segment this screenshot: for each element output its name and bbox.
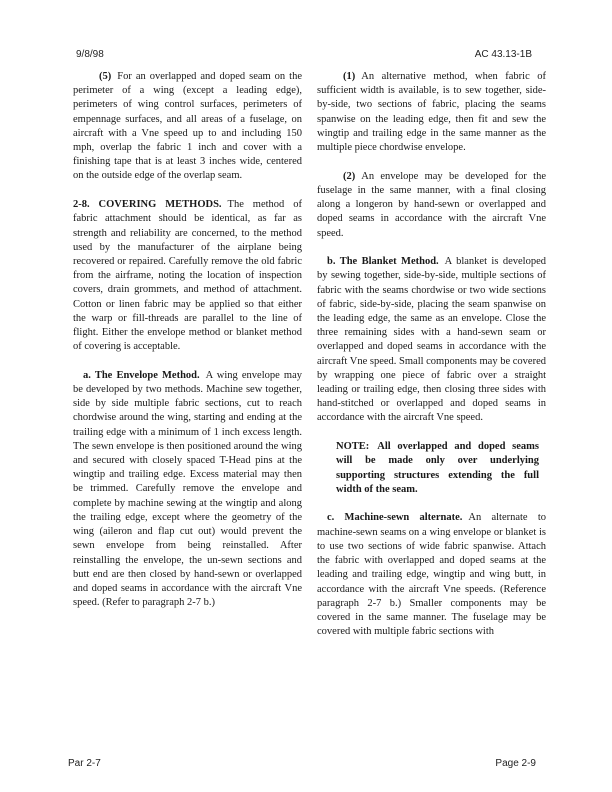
section-2-8-text: The method of fabric attachment should be identical, as far as strength and reliability are concerned, to the method used by the manufacturer of the airplane being recovered or repaired. Carefully remove the old fabric from the airframe, noting the location of inspection covers, drain grommets, and method of attachment. Cotton or linen fabric may be applied so that either the warp or fill-threads are parallel to the line of flight. Either the envelope method or blanket method of covering is acceptable. xyxy=(73,199,302,353)
paragraph-1-label: (1) xyxy=(343,71,356,82)
footer-paragraph-ref: Par 2-7 xyxy=(68,758,101,769)
paragraph-c-text: An alternate to machine-sewn seams on a wing envelope or blanket is to use two sections of wide fabric spanwise. Attach the fabric with overlapped and doped seams at the leading and trailing edge, wingtip and wing butt, in accordance with the aircraft Vne speeds. (Reference paragraph 2-7 b.) Smaller components may be covered in the same manner. The fuselage may be covered with multiple fabric sections with xyxy=(317,512,546,638)
paragraph-a-text: A wing envelope may be developed by two methods. Machine sew together, side by side multiple fabric sections, cut to reach chordwise around the wing, starting and ending at the trailing edge with a minimum of 1 inch excess length. The sewn envelope is then positioned around the wing and secured with closely spaced T-Head pins at the wingtip and trailing edge. Excess material may then be trimmed. Carefully remove the envelope and complete by machine sewing at the wingtip and along the trailing edge, except where the geometry of the wing (aileron and flap cut out) would prevent the sewn envelope from being reinstalled. After reinstalling the envelope, the un-sewn sections and butt end are then closed by hand-sewn or overlapped and doped seams in accordance with the aircraft Vne speed. (Refer to paragraph 2-7 b.) xyxy=(73,369,302,609)
paragraph-b-heading: b. The Blanket Method. xyxy=(327,256,439,268)
header-doc-number: AC 43.13-1B xyxy=(474,49,532,60)
paragraph-1-text: An alternative method, when fabric of sufficient width is available, is to sew together, side-by-side, two sections of fabric, placing the seams spanwise on the leading edge, then fit and sew the wingtip and trailing edge in the same manner as the multiple piece chordwise envelope. xyxy=(317,71,546,154)
header-date: 9/8/98 xyxy=(76,49,104,60)
paragraph-c-heading: c. Machine-sewn alternate. xyxy=(327,512,463,524)
left-column xyxy=(73,70,302,625)
note-text: All overlapped and doped seams will be made only over underlying supporting structures extending the full width of the seam. xyxy=(336,441,539,495)
paragraph-5-text: For an overlapped and doped seam on the perimeter of a wing (except a leading edge), perimeters of wing control surfaces, perimeters of empennage surfaces, and all areas of a fuselage, on aircraft with a Vne speed up to and including 150 mph, overlap the fabric 1 inch and cover with a finishing tape that is at least 3 inches wide, centered on the outside edge of the overlap seam. xyxy=(73,71,302,182)
paragraph-blanket-method xyxy=(317,255,546,425)
paragraph-b-text: A blanket is developed by sewing together, side-by-side, multiple sections of fabric with the seams chordwise or two wide sections of fabric, side-by-side, placing the seam spanwise on the leading edge, the same as an envelope. Close the three remaining sides with a hand-sewn seam or overlapped and doped seams in accordance with the aircraft Vne speed. Small components may be covered by wrapping one piece of fabric over a straight leading or trailing edge, then closing three sides with hand-stitched or overlapped and doped seams in accordance with the aircraft Vne speed. xyxy=(317,256,546,424)
paragraph-overlapped-doped-seam xyxy=(73,70,302,184)
paragraph-2-text: An envelope may be developed for the fuselage in the same manner, with a final closing along a longeron by hand-sewn or overlapped and doped seams in accordance with the aircraft Vne speed. xyxy=(317,170,546,239)
section-2-8-heading: 2-8. COVERING METHODS. xyxy=(73,199,222,211)
paragraph-2-label: (2) xyxy=(343,170,356,182)
right-column xyxy=(317,70,546,654)
note-label: NOTE: xyxy=(336,441,370,453)
paragraph-envelope-method xyxy=(73,369,302,610)
note-block xyxy=(317,440,546,497)
paragraph-5-label: (5) xyxy=(99,71,112,82)
paragraph-a-heading: a. The Envelope Method. xyxy=(83,369,200,381)
footer-page-number: Page 2-9 xyxy=(495,758,536,769)
paragraph-alternative-method xyxy=(317,70,546,155)
section-2-8-covering-methods xyxy=(73,198,302,354)
paragraph-fuselage-envelope xyxy=(317,170,546,241)
paragraph-machine-sewn-alternate xyxy=(317,511,546,639)
